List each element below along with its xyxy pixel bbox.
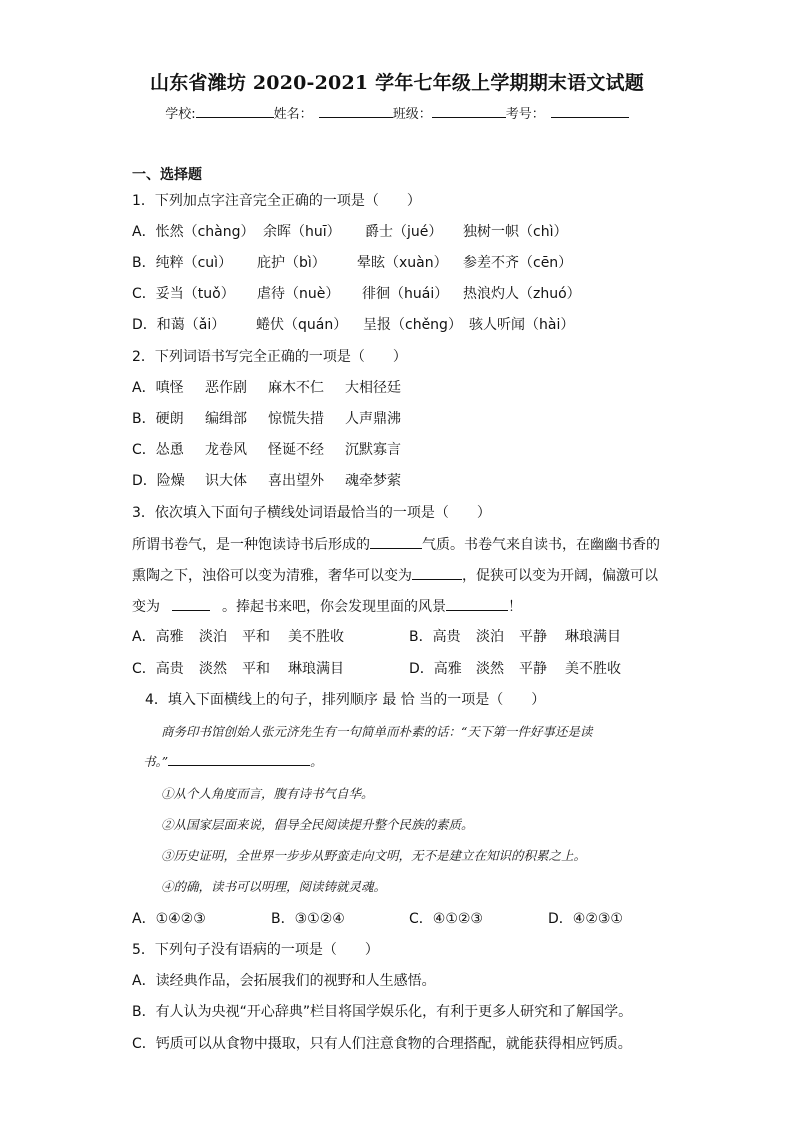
q4-options [132,909,623,929]
q3-blank-1[interactable] [370,534,422,549]
q4-option-d[interactable]: D．④②③① [548,911,623,927]
class-blank[interactable] [432,104,506,118]
exam-title: 山东省潍坊 2020-2021 学年七年级上学期期末语文试题 [150,72,644,94]
q3-blank-2[interactable] [412,565,462,580]
q5-option-c[interactable]: C．钙质可以从食物中摄取，只有人们注意食物的合理搭配，就能获得相应钙质。 [132,1036,632,1052]
q4-passage-line-2: 书。” 。 [143,754,323,769]
student-info-line [0,103,794,122]
q4-passage-line-1: 商务印书馆创始人张元济先生有一句简单而朴素的话：“天下第一件好事还是读 [161,724,593,739]
exam-no-label: 考号： [505,107,545,122]
q2-option-a[interactable]: A．嗔怪 恶作剧 麻木不仁 大相径廷 [132,380,401,396]
q4-stem: 4．填入下面横线上的句子，排列顺序 最 恰 当的一项是（ ） [145,692,546,708]
q4-sentence-2: ②从国家层面来说，倡导全民阅读提升整个民族的素质。 [161,817,474,832]
q2-option-b[interactable]: B．硬朗 编缉部 惊慌失措 人声鼎沸 [132,411,401,427]
q5-stem: 5．下列句子没有语病的一项是（ ） [132,942,379,958]
q3-option-c[interactable]: C．高贵 淡然 平和 琳琅满目 [132,661,344,677]
q4-option-a[interactable]: A．①④②③ [132,911,206,927]
q4-sentence-3: ③历史证明，全世界一步步从野蛮走向文明，无不是建立在知识的积累之上。 [161,848,587,863]
q3-passage-line-3: 变为 。捧起书来吧，你会发现里面的风景 ！ [132,596,522,617]
q3-stem: 3．依次填入下面句子横线处词语最恰当的一项是（ ） [132,505,491,521]
q2-option-d[interactable]: D．险燥 识大体 喜出望外 魂牵梦萦 [132,473,401,489]
q3-option-a[interactable]: A．高雅 淡泊 平和 美不胜收 [132,629,344,645]
q5-option-b[interactable]: B．有人认为央视“开心辞典”栏目将国学娱乐化，有利于更多人研究和了解国学。 [132,1004,633,1020]
exam-no-blank[interactable] [551,104,629,118]
q1-option-d[interactable]: D．和蔼（ǎi） 蜷伏（quán） 呈报（chěng） 骇人听闻（hài） [132,317,575,333]
q5-option-a[interactable]: A．读经典作品，会拓展我们的视野和人生感悟。 [132,973,436,989]
q3-option-d[interactable]: D．高雅 淡然 平静 美不胜收 [409,661,621,677]
q3-passage-line-2: 熏陶之下，浊俗可以变为清雅，奢华可以变为 ，促狭可以变为开阔，偏激可以 [132,565,658,586]
q3-blank-3[interactable] [172,596,210,611]
name-blank[interactable] [319,104,393,118]
q4-blank[interactable] [168,753,310,766]
q1-stem: 1．下列加点字注音完全正确的一项是（ ） [132,193,421,209]
q4-option-b[interactable]: B．③①②④ [271,911,345,927]
q4-sentence-1: ①从个人角度而言，腹有诗书气自华。 [161,786,374,801]
school-blank[interactable] [196,104,274,118]
q2-stem: 2．下列词语书写完全正确的一项是（ ） [132,349,407,365]
q1-option-b[interactable]: B．纯粹（cuì） 庇护（bì） 晕眩（xuàn） 参差不齐（cēn） [132,255,573,271]
name-label: 姓名： [273,107,313,122]
q1-option-c[interactable]: C．妥当（tuǒ） 虐待（nuè） 徘徊（huái） 热浪灼人（zhuó） [132,286,581,302]
q1-option-a[interactable]: A．怅然（chàng） 余晖（huī） 爵士（jué） 独树一帜（chì） [132,224,568,240]
school-label: 学校: [165,107,196,122]
q4-option-c[interactable]: C．④①②③ [409,911,483,927]
q4-sentence-4: ④的确，读书可以明理，阅读铸就灵魂。 [161,879,387,894]
q3-blank-4[interactable] [446,596,508,611]
q3-passage-line-1: 所谓书卷气，是一种饱读诗书后形成的 气质。书卷气来自读书，在幽幽书香的 [132,534,660,555]
class-label: 班级： [392,107,432,122]
section-heading: 一、选择题 [132,167,202,183]
q2-option-c[interactable]: C．怂恿 龙卷风 怪诞不经 沉默寡言 [132,442,401,458]
q3-option-b[interactable]: B．高贵 淡泊 平静 琳琅满目 [409,629,621,645]
